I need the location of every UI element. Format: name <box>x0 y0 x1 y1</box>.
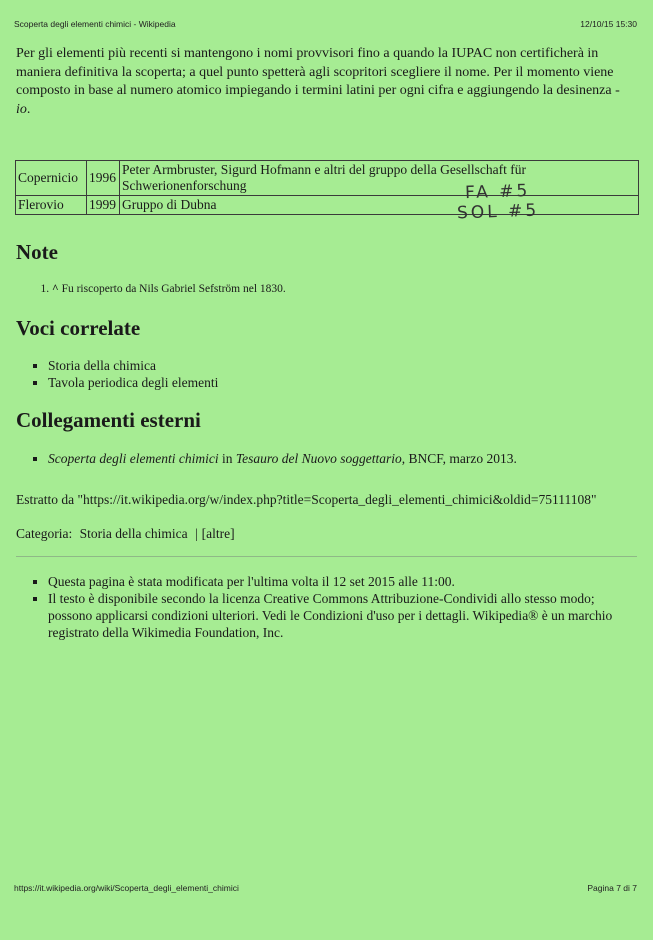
external-heading: Collegamenti esterni <box>16 408 201 432</box>
note-text: Fu riscoperto da Nils Gabriel Sefström nel 1830. <box>61 283 286 295</box>
print-header <box>14 19 637 29</box>
list-item <box>52 283 286 295</box>
handwritten-note-1: FA #5 <box>464 180 531 204</box>
intro-end: . <box>26 101 31 117</box>
notes-list <box>0 283 286 295</box>
list-item: ▪ Il testo è disponibile secondo la licenza Creative Commons Attribuzione-Condividi allo stesso modo; possono applicarsi condizioni ulteriori. Vedi le Condizioni d'uso per i dettagli. Wikipedia® è un marchio registrato della Wikimedia Foundation, Inc. <box>48 590 638 641</box>
category-more-link[interactable]: [altre] <box>201 526 235 541</box>
notes-heading: Note <box>16 240 58 264</box>
cell-discoverer: Peter Armbruster, Sigurd Hofmann e altri del gruppo della Gesellschaft für Schwerionenforschung <box>120 161 639 196</box>
category-label: Categoria: <box>16 526 73 541</box>
external-in: in <box>221 451 233 466</box>
category-bar <box>16 526 235 542</box>
category-link[interactable]: Storia della chimica <box>79 526 188 541</box>
table-row <box>16 161 639 196</box>
related-link-tavola[interactable]: Tavola periodica degli elementi <box>48 375 219 390</box>
external-link-title[interactable]: Scoperta degli elementi chimici <box>48 451 219 466</box>
external-rest: , BNCF, marzo 2013. <box>401 451 517 466</box>
related-list <box>0 357 218 391</box>
cell-element[interactable]: Copernicio <box>16 161 87 196</box>
print-footer <box>14 883 637 893</box>
list-item <box>48 450 517 467</box>
list-item: ▪ Questa pagina è stata modificata per l'ultima volta il 12 set 2015 alle 11:00. <box>48 573 638 590</box>
list-item <box>48 357 218 374</box>
elements-table <box>15 160 639 215</box>
cell-element[interactable]: Flerovio <box>16 196 87 215</box>
external-list <box>0 450 517 467</box>
related-heading: Voci correlate <box>16 316 141 340</box>
footer-url: https://it.wikipedia.org/wiki/Scoperta_degli_elementi_chimici <box>14 883 239 893</box>
intro-text: Per gli elementi più recenti si mantengono i nomi provvisori fino a quando la IUPAC non certificherà in maniera definitiva la scoperta; a quel punto spetterà agli scopritori scegliere il nome. Per il momento viene composto in base al numero atomico impiegando i termini latini per ogni cifra e aggiungendo la desinenza - <box>16 46 620 98</box>
note-backlink[interactable]: ^ <box>52 283 59 295</box>
divider <box>16 556 637 557</box>
header-datetime: 12/10/15 15:30 <box>580 19 637 29</box>
table-row <box>16 196 639 215</box>
footer-page: Pagina 7 di 7 <box>587 883 637 893</box>
external-source-link[interactable]: Tesauro del Nuovo soggettario <box>235 451 402 466</box>
header-title: Scoperta degli elementi chimici - Wikipedia <box>14 19 176 29</box>
intro-suffix: io <box>16 101 27 117</box>
related-link-storia[interactable]: Storia della chimica <box>48 358 156 373</box>
cell-discoverer: Gruppo di Dubna <box>120 196 639 215</box>
category-separator: | <box>194 526 198 541</box>
cell-year: 1996 <box>87 161 120 196</box>
list-item <box>48 374 218 391</box>
extracted-from: Estratto da "https://it.wikipedia.org/w/index.php?title=Scoperta_degli_elementi_chimici&oldid=75111108" <box>16 492 597 507</box>
footer-info-list <box>0 573 638 641</box>
cell-year: 1999 <box>87 196 120 215</box>
intro-paragraph <box>16 45 636 119</box>
handwritten-note-2: SOL #5 <box>456 200 540 224</box>
